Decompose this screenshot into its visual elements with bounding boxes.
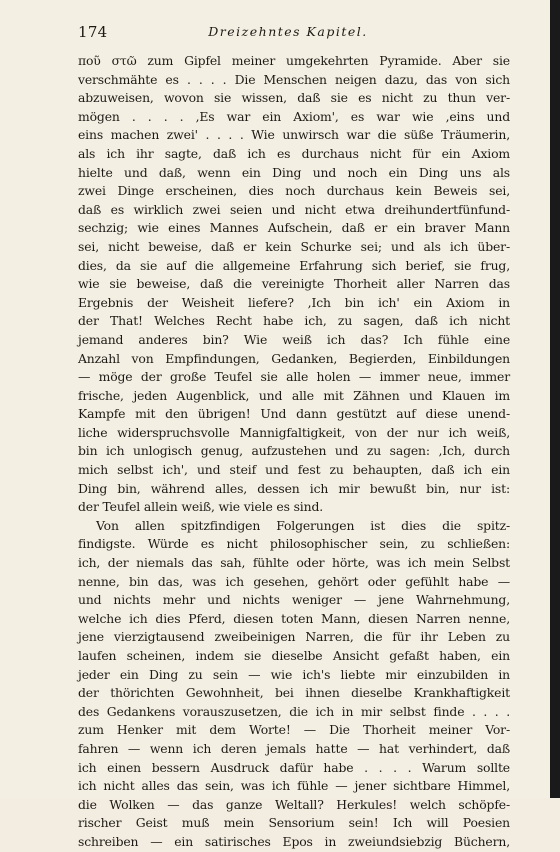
text-line: Von allen spitzfindigen Folgerungen ist dies die spitz- bbox=[96, 517, 510, 533]
text-line: wie sie beweise, daß die vereinigte Thorheit aller Narren das bbox=[78, 276, 510, 292]
text-line: sei, nicht beweise, daß er kein Schurke sei; und als ich über- bbox=[78, 238, 510, 254]
text-line: Ergebnis der Weisheit liefere? ,Ich bin ich' ein Axiom in bbox=[78, 294, 510, 310]
text-line: schreiben — ein satirisches Epos in zweiundsiebzig Büchern, bbox=[78, 833, 510, 849]
text-line: und nichts mehr und nichts weniger — jene Wahrnehmung, bbox=[78, 592, 510, 608]
text-line: liche widerspruchsvolle Mannigfaltigkeit, von der nur ich weiß, bbox=[78, 424, 510, 440]
body-text bbox=[78, 52, 510, 852]
text-line: ich nicht alles das sein, was ich fühle — jener sichtbare Himmel, bbox=[78, 778, 510, 794]
text-line: welche ich dies Pferd, diesen toten Mann, diesen Narren nenne, bbox=[78, 610, 510, 626]
text-line: sechzig; wie eines Mannes Aufschein, daß er ein braver Mann bbox=[78, 220, 510, 236]
page-header bbox=[78, 22, 498, 42]
text-line: ich, der niemals das sah, fühlte oder hörte, was ich mein Selbst bbox=[78, 555, 510, 571]
text-line: fahren — wenn ich deren jemals hatte — hat verhindert, daß bbox=[78, 740, 510, 756]
text-line: laufen scheinen, indem sie dieselbe Ansicht gefaßt haben, ein bbox=[78, 648, 510, 663]
text-line: findigste. Würde es nicht philosophischer sein, zu schließen: bbox=[78, 536, 510, 552]
text-line: rischer Geist muß mein Sensorium sein! Ich will Poesien bbox=[78, 815, 510, 831]
page-number: 174 bbox=[78, 23, 108, 41]
text-line: der thörichten Gewohnheit, bei ihnen dieselbe Krankhaftigkeit bbox=[78, 685, 510, 701]
text-line: zum Henker mit dem Worte! — Die Thorheit meiner Vor- bbox=[78, 722, 510, 738]
text-line: Anzahl von Empfindungen, Gedanken, Begierden, Einbildungen bbox=[78, 350, 510, 366]
text-line: der Teufel allein weiß, wie viele es sind. bbox=[78, 499, 324, 515]
text-line: bin ich unlogisch genug, aufzustehen und zu sagen: ,Ich, durch bbox=[78, 443, 510, 459]
text-line: als ich ihr sagte, daß ich es durchaus nicht für ein Axiom bbox=[78, 145, 510, 161]
text-line: frische, jeden Augenblick, und alle mit Zähnen und Klauen im bbox=[78, 387, 510, 403]
running-title: Dreizehntes Kapitel. bbox=[208, 24, 368, 39]
text-line: eins machen zwei' . . . . Wie unwirsch war die süße Träumerin, bbox=[78, 127, 510, 143]
text-line: ποῦ στῶ zum Gipfel meiner umgekehrten Pyramide. Aber sie bbox=[78, 53, 510, 68]
paragraph bbox=[78, 52, 510, 517]
text-line: — möge der große Teufel sie alle holen — immer neue, immer bbox=[78, 369, 510, 385]
text-line: daß es wirklich zwei seien und nicht etwa dreihundertfünfund- bbox=[78, 201, 510, 217]
text-line: verschmähte es . . . . Die Menschen neigen dazu, das von sich bbox=[78, 71, 510, 87]
text-line: Kampfe mit den übrigen! Und dann gestützt auf diese unend- bbox=[78, 406, 510, 422]
text-line: jemand anderes bin? Wie weiß ich das? Ich fühle eine bbox=[78, 331, 510, 347]
text-line: mich selbst ich', und steif und fest zu behaupten, daß ich ein bbox=[78, 462, 510, 478]
text-line: jene vierzigtausend zweibeinigen Narren, die für ihr Leben zu bbox=[78, 629, 510, 645]
text-line: dies, da sie auf die allgemeine Erfahrung sich berief, sie frug, bbox=[78, 257, 510, 273]
text-line: nenne, bin das, was ich gesehen, gehört oder gefühlt habe — bbox=[78, 573, 510, 589]
text-line: abzuweisen, wovon sie wissen, daß sie es nicht zu thun ver- bbox=[78, 90, 510, 106]
text-line: ich einen bessern Ausdruck dafür habe . . . . Warum sollte bbox=[78, 759, 510, 775]
text-line: der That! Welches Recht habe ich, zu sagen, daß ich nicht bbox=[78, 313, 510, 329]
text-line: des Gedankens vorauszusetzen, die ich in mir selbst finde . . . . bbox=[78, 703, 510, 719]
text-line: hielte und daß, wenn ein Ding und noch ein Ding uns als bbox=[78, 164, 510, 180]
paragraph bbox=[78, 517, 510, 852]
text-line: die Wolken — das ganze Weltall? Herkules! welch schöpfe- bbox=[78, 796, 510, 812]
text-line: zwei Dinge erscheinen, dies noch durchaus kein Beweis sei, bbox=[78, 183, 510, 199]
text-line: Ding bin, während alles, dessen ich mir bewußt bin, nur ist: bbox=[78, 480, 510, 496]
text-line: mögen . . . . ,Es war ein Axiom', es war wie ,eins und bbox=[78, 108, 510, 124]
text-line: jeder ein Ding zu sein — wie ich's liebte mir einzubilden in bbox=[78, 666, 510, 682]
